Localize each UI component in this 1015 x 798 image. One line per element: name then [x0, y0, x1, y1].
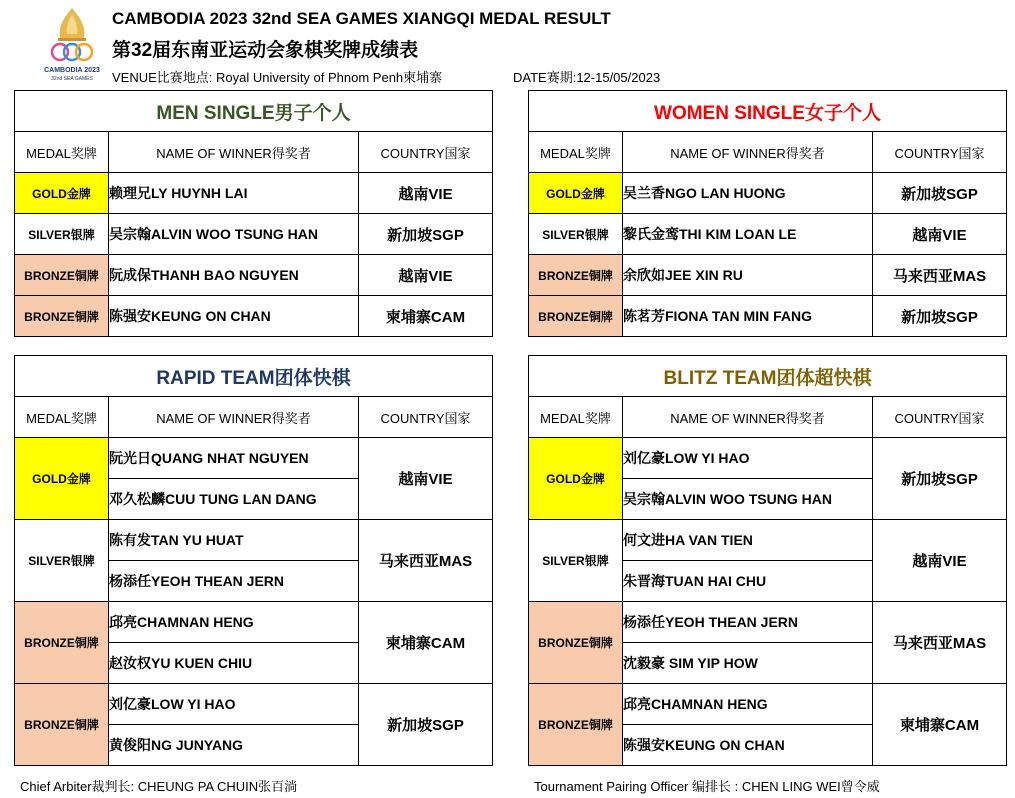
- winner-name: 赖理兄LY HUYNH LAI: [109, 173, 359, 214]
- name-column-header: NAME OF WINNER得奖者: [109, 132, 359, 173]
- winner-name: 朱晋海TUAN HAI CHU: [623, 561, 873, 602]
- winner-name: 刘亿豪LOW YI HAO: [109, 684, 359, 725]
- country: 越南VIE: [359, 255, 493, 296]
- winner-name: 余欣如JEE XIN RU: [623, 255, 873, 296]
- medal-silver: SILVER银牌: [15, 214, 109, 255]
- logo-text: CAMBODIA 2023: [44, 67, 100, 74]
- logo-subtext: 32nd SEA GAMES: [51, 76, 93, 82]
- medal-gold: GOLD金牌: [529, 438, 623, 520]
- date: DATE赛期:12-15/05/2023: [513, 70, 661, 85]
- country-column-header: COUNTRY国家: [359, 132, 493, 173]
- table-row: [529, 684, 1007, 725]
- winner-name: 陈有发TAN YU HUAT: [109, 520, 359, 561]
- medal-bronze: BRONZE铜牌: [529, 296, 623, 337]
- winner-name: 陈强安KEUNG ON CHAN: [109, 296, 359, 337]
- winner-name: 邱亮CHAMNAN HENG: [109, 602, 359, 643]
- rapid-team-title: RAPID TEAM团体快棋: [15, 356, 493, 397]
- country: 马来西亚MAS: [359, 520, 493, 602]
- table-row: [529, 214, 1007, 255]
- winner-name: 邱亮CHAMNAN HENG: [623, 684, 873, 725]
- table-row: [529, 602, 1007, 643]
- medal-gold: GOLD金牌: [529, 173, 623, 214]
- winner-name: 刘亿豪LOW YI HAO: [623, 438, 873, 479]
- winner-name: 吴兰香NGO LAN HUONG: [623, 173, 873, 214]
- winner-name: 黄俊阳NG JUNYANG: [109, 725, 359, 766]
- blitz-team-table: [528, 355, 1007, 766]
- medal-silver: SILVER银牌: [529, 214, 623, 255]
- medal-bronze: BRONZE铜牌: [529, 602, 623, 684]
- country: 新加坡SGP: [359, 214, 493, 255]
- table-row: [15, 296, 493, 337]
- country: 新加坡SGP: [873, 296, 1007, 337]
- country: 越南VIE: [359, 438, 493, 520]
- table-row: [15, 255, 493, 296]
- country: 柬埔寨CAM: [359, 296, 493, 337]
- women-single-table: [528, 90, 1007, 337]
- men-single-table: [14, 90, 493, 337]
- country-column-header: COUNTRY国家: [873, 397, 1007, 438]
- winner-name: 阮成保THANH BAO NGUYEN: [109, 255, 359, 296]
- country: 越南VIE: [873, 214, 1007, 255]
- country: 新加坡SGP: [873, 438, 1007, 520]
- winner-name: 吴宗翰ALVIN WOO TSUNG HAN: [109, 214, 359, 255]
- medal-bronze: BRONZE铜牌: [529, 255, 623, 296]
- country: 柬埔寨CAM: [359, 602, 493, 684]
- country: 新加坡SGP: [359, 684, 493, 766]
- medal-gold: GOLD金牌: [15, 173, 109, 214]
- country: 越南VIE: [359, 173, 493, 214]
- winner-name: 吴宗翰ALVIN WOO TSUNG HAN: [623, 479, 873, 520]
- women-single-title: WOMEN SINGLE女子个人: [529, 91, 1007, 132]
- title-english: CAMBODIA 2023 32nd SEA GAMES XIANGQI MEDAL RESULT: [112, 9, 611, 28]
- medal-silver: SILVER银牌: [15, 520, 109, 602]
- table-row: [529, 255, 1007, 296]
- winner-name: 杨添任YEOH THEAN JERN: [109, 561, 359, 602]
- table-row: [15, 438, 493, 479]
- winner-name: 黎氏金鸾THI KIM LOAN LE: [623, 214, 873, 255]
- winner-name: 赵汝权YU KUEN CHIU: [109, 643, 359, 684]
- venue: VENUE比赛地点: Royal University of Phnom Penh柬埔寨: [112, 70, 443, 85]
- medal-column-header: MEDAL奖牌: [15, 397, 109, 438]
- table-row: [529, 296, 1007, 337]
- table-row: [15, 602, 493, 643]
- table-row: [15, 520, 493, 561]
- table-row: [529, 173, 1007, 214]
- winner-name: 陈茗芳FIONA TAN MIN FANG: [623, 296, 873, 337]
- medal-bronze: BRONZE铜牌: [15, 255, 109, 296]
- medal-bronze: BRONZE铜牌: [15, 602, 109, 684]
- country: 越南VIE: [873, 520, 1007, 602]
- country-column-header: COUNTRY国家: [873, 132, 1007, 173]
- country-column-header: COUNTRY国家: [359, 397, 493, 438]
- table-row: [529, 438, 1007, 479]
- rapid-team-table: [14, 355, 493, 766]
- sea-games-logo: [40, 4, 104, 88]
- country: 新加坡SGP: [873, 173, 1007, 214]
- country: 马来西亚MAS: [873, 255, 1007, 296]
- country: 柬埔寨CAM: [873, 684, 1007, 766]
- chief-arbiter: Chief Arbiter裁判长: CHEUNG PA CHUIN张百淌: [20, 779, 298, 794]
- table-row: [15, 173, 493, 214]
- table-row: [15, 684, 493, 725]
- medal-column-header: MEDAL奖牌: [529, 397, 623, 438]
- name-column-header: NAME OF WINNER得奖者: [623, 397, 873, 438]
- title-chinese: 第32届东南亚运动会象棋奖牌成绩表: [112, 40, 419, 61]
- winner-name: 陈强安KEUNG ON CHAN: [623, 725, 873, 766]
- winner-name: 邓久松麟CUU TUNG LAN DANG: [109, 479, 359, 520]
- men-single-title: MEN SINGLE男子个人: [15, 91, 493, 132]
- medal-silver: SILVER银牌: [529, 520, 623, 602]
- pairing-officer: Tournament Pairing Officer 编排长 : CHEN LING WEI曾令威: [534, 779, 880, 794]
- name-column-header: NAME OF WINNER得奖者: [109, 397, 359, 438]
- medal-bronze: BRONZE铜牌: [529, 684, 623, 766]
- country: 马来西亚MAS: [873, 602, 1007, 684]
- winner-name: 何文进HA VAN TIEN: [623, 520, 873, 561]
- winner-name: 阮光日QUANG NHAT NGUYEN: [109, 438, 359, 479]
- medal-gold: GOLD金牌: [15, 438, 109, 520]
- winner-name: 杨添任YEOH THEAN JERN: [623, 602, 873, 643]
- winner-name: 沈毅豪 SIM YIP HOW: [623, 643, 873, 684]
- table-row: [529, 520, 1007, 561]
- name-column-header: NAME OF WINNER得奖者: [623, 132, 873, 173]
- medal-bronze: BRONZE铜牌: [15, 296, 109, 337]
- blitz-team-title: BLITZ TEAM团体超快棋: [529, 356, 1007, 397]
- medal-column-header: MEDAL奖牌: [529, 132, 623, 173]
- medal-column-header: MEDAL奖牌: [15, 132, 109, 173]
- table-row: [15, 214, 493, 255]
- medal-bronze: BRONZE铜牌: [15, 684, 109, 766]
